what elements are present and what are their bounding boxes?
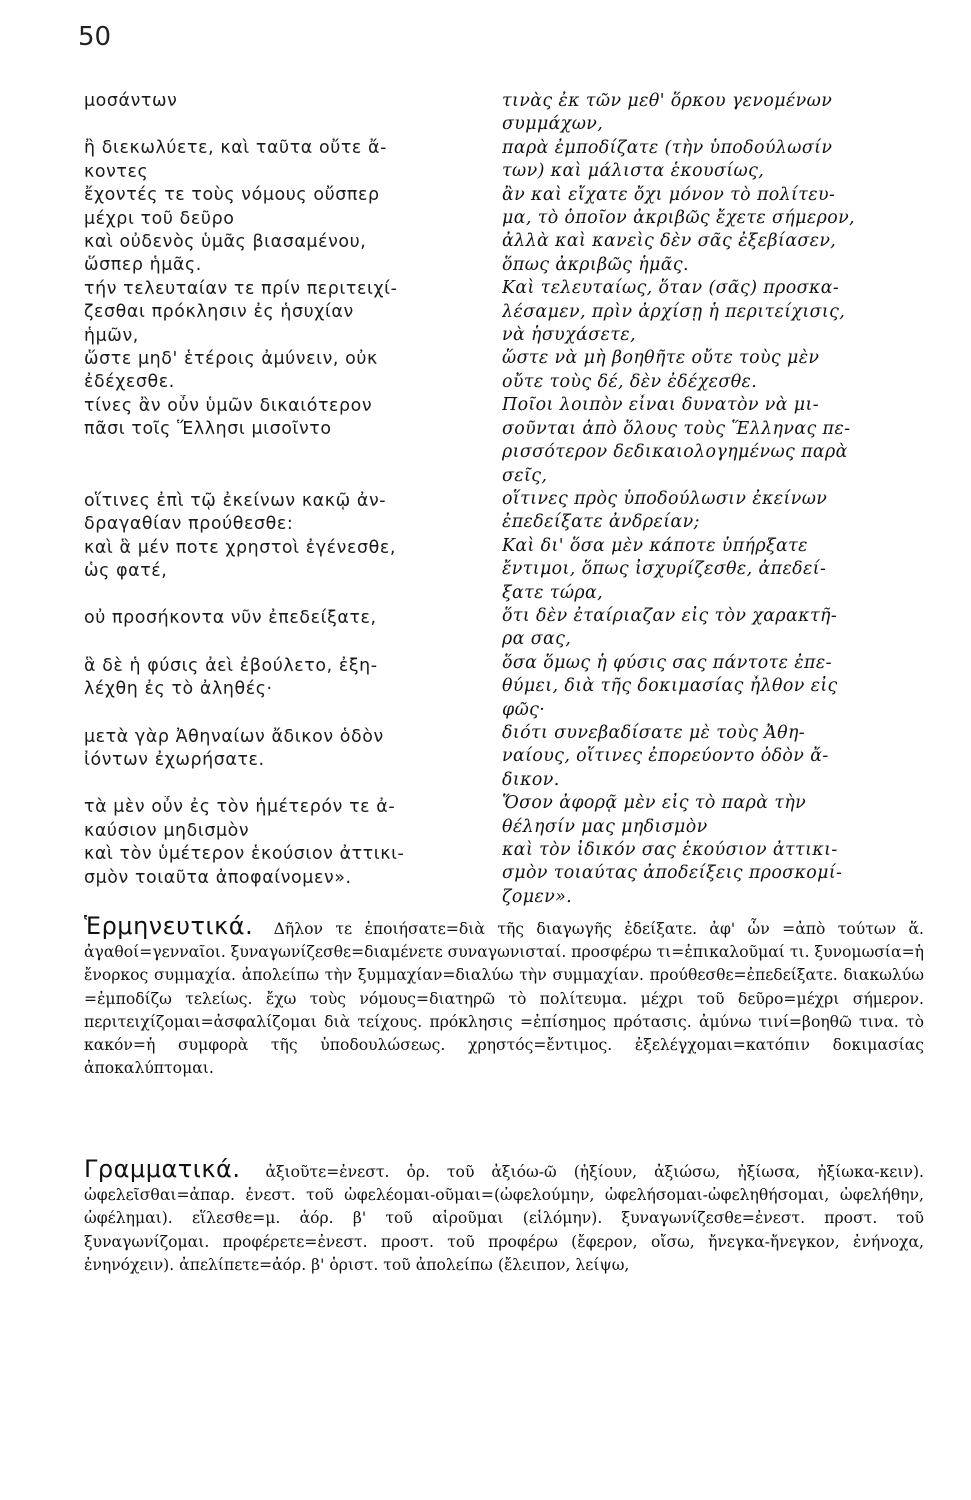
translation-line: λέσαμεν, πρὶν ἀρχίσῃ ἡ περιτείχισις, [502,301,846,322]
hermeneutika-section [84,912,924,1080]
translation-paragraph [502,90,922,909]
translation-line: ὅτι δὲν ἐταίριαζαν εἰς τὸν χαρακτῆ- [502,605,838,626]
ancient-text-line: τήν τελευταίαν τε πρίν περιτειχί- [84,278,398,299]
translation-line: ὥστε νὰ μὴ βοηθῆτε οὔτε τοὺς μὲν [502,348,820,369]
translation-line: Καὶ δι' ὅσα μὲν κάποτε ὑπήρξατε [502,535,808,556]
translation-line: οἵτινες πρὸς ὑποδούλωσιν ἐκείνων [502,488,828,509]
ancient-text-paragraph [84,655,476,702]
ancient-text-line: σμὸν τοιαῦτα ἀποφαίνομεν». [84,867,352,888]
ancient-text-line: ἰόντων ἐχωρήσατε. [84,749,265,770]
ancient-text-line: ἃ δὲ ἡ φύσις ἀεὶ ἐβούλετο, ἐξη- [84,655,378,676]
ancient-text-line: πᾶσι τοῖς Ἕλλησι μισοῖντο [84,419,332,440]
ancient-text-line: μοσάντων [84,91,178,111]
translation-line: ἀλλὰ καὶ κανεὶς δὲν σᾶς ἐξεβίασεν, [502,231,837,252]
translation-line: ἔντιμοι, ὅπως ἰσχυρίζεσθε, ἀπεδεί- [502,559,827,580]
translation-line: δικον. [502,769,560,790]
ancient-text-line: καὶ οὐδενὸς ὑμᾶς βιασαμένου, [84,232,367,253]
translation-line: των) καὶ μάλιστα ἑκουσίως, [502,161,765,182]
ancient-text-paragraph [84,137,476,441]
translation-line: θέλησίν μας μηδισμὸν [502,816,708,837]
translation-line: συμμάχων, [502,114,604,135]
hermeneutika-text: Δῆλον τε ἐποιήσατε=διὰ τῆς διαγωγῆς ἐδείξατε. ἀφ' ὧν =ἀπὸ τούτων ἅ. ἀγαθοί=γενναῖοι. ξυναγωνίζεσθε=διαμένετε συναγωνισταί. προσφέρω τι=ἐπικαλοῦμαί τι. ξυνομωσία=ἡ ἔνορκος συμμαχία. ἀπολείπω τὴν ξυμμαχίαν=διαλύω τὴν συμμαχίαν. προύθεσθε=ἐπεδείξατε. διακωλύω =ἐμποδίζω τελείως. ἔχω τοὺς νόμους=διατηρῶ τὸ πολίτευμα. μέχρι τοῦ δεῦρο=μέχρι σήμερον. περιτειχίζομαι=ἀσφαλίζομαι διὰ τείχους. πρόκλησις =ἐπίσημος πρότασις. ἀμύνω τινί=βοηθῶ τινα. τὸ κακόν=ἡ συμφορὰ τῆς ὑποδουλώσεως. χρηστός=ἔντιμος. ἐξελέγχομαι=κατόπιν δοκιμασίας ἀποκαλύπτομαι. [84,920,924,1078]
ancient-text-line: ἔχοντές τε τοὺς νόμους οὔσπερ [84,185,380,206]
ancient-text-line: ὥστε μηδ' ἑτέροις ἀμύνειν, οὐκ [84,349,378,370]
page-number: 50 [78,22,112,52]
translation-line: φῶς· [502,699,546,720]
grammatika-text: ἀξιοῦτε=ἐνεστ. ὁρ. τοῦ ἀξιόω-ῶ (ἠξίουν, ἀξιώσω, ἠξίωσα, ἠξίωκα-κειν). ὠφελεῖσθαι=ἀπαρ. ἐνεστ. τοῦ ὠφελέομαι-οῦμαι=(ὠφελούμην, ὠφελήσομαι-ὠφεληθήσομαι, ὠφελήθην, ὠφέλημαι). εἵλεσθε=μ. ἀόρ. β' τοῦ αἱροῦμαι (εἱλόμην). ξυναγωνίζεσθε=ἐνεστ. προστ. τοῦ ξυναγωνίζομαι. προφέρετε=ἐνεστ. προστ. τοῦ προφέρω (ἔφερον, οἴσω, ἤνεγκα-ἤνεγκον, ἐνήνοχα, ἐνηνόχειν). ἀπελίπετε=ἀόρ. β' ὁριστ. τοῦ ἀπολείπω (ἔλειπον, λείψω, [84,1163,924,1274]
ancient-text-line: οἵτινες ἐπὶ τῷ ἐκείνων κακῷ ἀν- [84,490,387,511]
translation-line: σοῦνται ἀπὸ ὅλους τοὺς Ἕλληνας πε- [502,418,851,439]
translation-line: νὰ ἡσυχάσετε, [502,325,636,346]
ancient-text-line: μετὰ γὰρ Ἀθηναίων ἄδικον ὁδὸν [84,726,384,747]
grammatika-section [84,1155,924,1277]
ancient-text-paragraph [84,490,476,584]
ancient-text-line: καύσιον μηδισμὸν [84,820,250,841]
translation-line: Καὶ τελευταίως, ὅταν (σᾶς) προσκα- [502,278,840,299]
translation-line: οὔτε τοὺς δέ, δὲν ἐδέχεσθε. [502,371,758,392]
translation-line: ὅπως ἀκριβῶς ἡμᾶς. [502,254,689,275]
translation-line: τινὰς ἐκ τῶν μεθ' ὅρκου γενομένων [502,91,833,111]
ancient-text-line: ἢ διεκωλύετε, καὶ ταῦτα οὔτε ἄ- [84,138,387,159]
ancient-text-line: τίνες ἂν οὖν ὑμῶν δικαιότερον [84,395,373,416]
ancient-text-line: δραγαθίαν προύθεσθε: [84,514,294,535]
translation-line: καὶ τὸν ἰδικόν σας ἑκούσιον ἀττικι- [502,840,838,860]
translation-line: ναίους, οἵτινες ἐπορεύοντο ὁδὸν ἄ- [502,746,829,767]
translation-line: παρὰ ἐμποδίζατε (τὴν ὑποδούλωσίν [502,137,833,158]
translation-line: σεῖς, [502,465,548,486]
translation-line: ἂν καὶ εἴχατε ὄχι μόνον τὸ πολίτευ- [502,184,836,205]
ancient-text-paragraph [84,90,476,113]
translation-line: διότι συνεβαδίσατε μὲ τοὺς Ἀθη- [502,722,806,743]
translation-line: Ποῖοι λοιπὸν εἶναι δυνατὸν νὰ μι- [502,395,819,416]
translation-column [502,90,922,909]
ancient-text-line: καὶ ἃ μέν ποτε χρηστοὶ ἐγένεσθε, [84,537,396,558]
translation-line: ρισσότερον δεδικαιολογημένως παρὰ [502,442,848,463]
translation-line: θύμει, διὰ τῆς δοκιμασίας ἦλθον εἰς [502,676,838,697]
ancient-text-line: ἡμῶν, [84,325,139,346]
translation-line: ζομεν». [502,886,573,907]
translation-line: Ὅσον ἀφορᾷ μὲν εἰς τὸ παρὰ τὴν [502,793,807,814]
translation-line: ξατε τώρα, [502,582,604,603]
ancient-text-paragraph [84,796,476,890]
translation-line: μα, τὸ ὁποῖον ἀκριβῶς ἔχετε σήμερον, [502,208,855,229]
ancient-text-line: ζεσθαι πρόκλησιν ἐς ἡσυχίαν [84,302,354,323]
ancient-text-line: μέχρι τοῦ δεῦρο [84,208,235,229]
ancient-text-line: κοντες [84,161,149,182]
translation-line: ὅσα ὅμως ἡ φύσις σας πάντοτε ἐπε- [502,652,832,673]
grammatika-title: Γραμματικά. [84,1155,241,1183]
ancient-text-line: καὶ τὸν ὑμέτερον ἑκούσιον ἀττικι- [84,844,405,865]
ancient-text-line: ὡς φατέ, [84,560,168,581]
translation-line: ἐπεδείξατε ἀνδρείαν; [502,512,700,533]
ancient-text-line: οὐ προσήκοντα νῦν ἐπεδείξατε, [84,608,377,629]
translation-line: ρα σας, [502,629,572,650]
translation-line: σμὸν τοιαύτας ἀποδείξεις προσκομί- [502,863,843,884]
ancient-text-line: ἐδέχεσθε. [84,372,175,393]
hermeneutika-title: Ἑρμηνευτικά. [84,912,254,940]
ancient-text-line: ὥσπερ ἡμᾶς. [84,255,202,276]
ancient-text-paragraph [84,607,476,630]
ancient-text-column [84,90,476,890]
ancient-text-paragraph [84,726,476,773]
ancient-text-line: λέχθη ἐς τὸ ἀληθές· [84,679,273,700]
ancient-text-line: τὰ μὲν οὖν ἐς τὸν ἡμέτερόν τε ἀ- [84,797,396,818]
